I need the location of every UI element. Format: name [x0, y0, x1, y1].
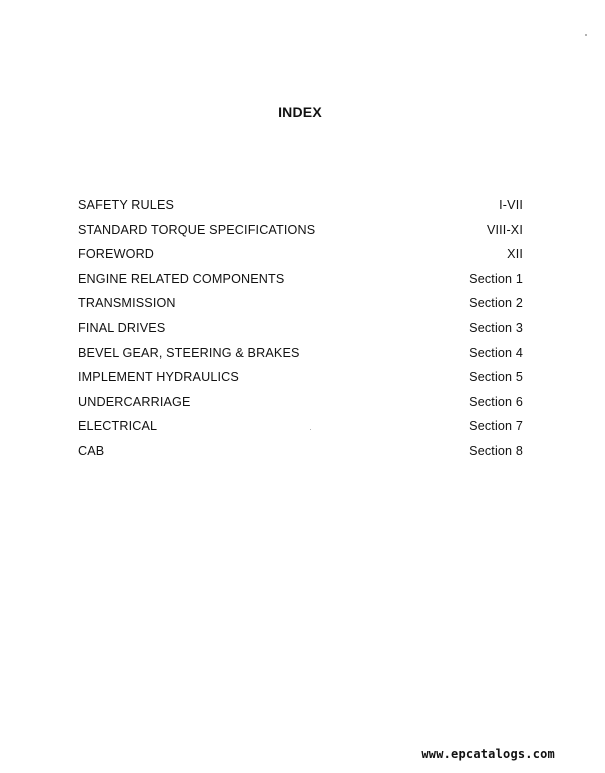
- index-entry-reference: XII: [507, 247, 523, 262]
- index-entry-reference: Section 4: [469, 345, 523, 360]
- index-entry-standard-torque-specifications: [78, 223, 523, 248]
- index-entry-reference: Section 3: [469, 320, 523, 335]
- index-entry-cab: [78, 444, 523, 469]
- scan-speck: [310, 429, 311, 430]
- index-entry-final-drives: [78, 321, 523, 346]
- index-list: [78, 198, 523, 469]
- index-entry-reference: Section 5: [469, 370, 523, 385]
- index-entry-transmission: [78, 296, 523, 321]
- index-entry-implement-hydraulics: [78, 370, 523, 395]
- index-entry-electrical: [78, 419, 523, 444]
- index-entry-title: FINAL DRIVES: [78, 320, 166, 335]
- index-entry-reference: VIII-XI: [486, 222, 523, 237]
- index-entry-reference: Section 1: [469, 271, 523, 286]
- index-entry-title: BEVEL GEAR, STEERING & BRAKES: [78, 345, 300, 360]
- index-entry-reference: Section 6: [469, 394, 523, 409]
- index-entry-engine-related-components: [78, 272, 523, 297]
- index-entry-safety-rules: [78, 198, 523, 223]
- index-entry-title: STANDARD TORQUE SPECIFICATIONS: [78, 222, 316, 237]
- index-entry-title: IMPLEMENT HYDRAULICS: [78, 370, 239, 385]
- index-entry-reference: Section 8: [469, 443, 523, 458]
- page-title: INDEX: [278, 104, 322, 120]
- index-entry-foreword: [78, 247, 523, 272]
- watermark-url: www.epcatalogs.com: [421, 747, 555, 761]
- index-entry-title: UNDERCARRIAGE: [78, 394, 191, 409]
- index-entry-title: ENGINE RELATED COMPONENTS: [78, 271, 285, 286]
- index-entry-title: FOREWORD: [78, 247, 155, 262]
- index-entry-title: ELECTRICAL: [78, 419, 158, 434]
- index-entry-title: CAB: [78, 443, 105, 458]
- index-entry-title: SAFETY RULES: [78, 198, 175, 212]
- scan-speck: [585, 34, 587, 36]
- index-entry-title: TRANSMISSION: [78, 296, 176, 311]
- index-entry-reference: I-VII: [499, 198, 523, 212]
- index-entry-undercarriage: [78, 395, 523, 420]
- index-entry-reference: Section 2: [469, 296, 523, 311]
- index-entry-bevel-gear-steering-brakes: [78, 346, 523, 371]
- index-entry-reference: Section 7: [469, 419, 523, 434]
